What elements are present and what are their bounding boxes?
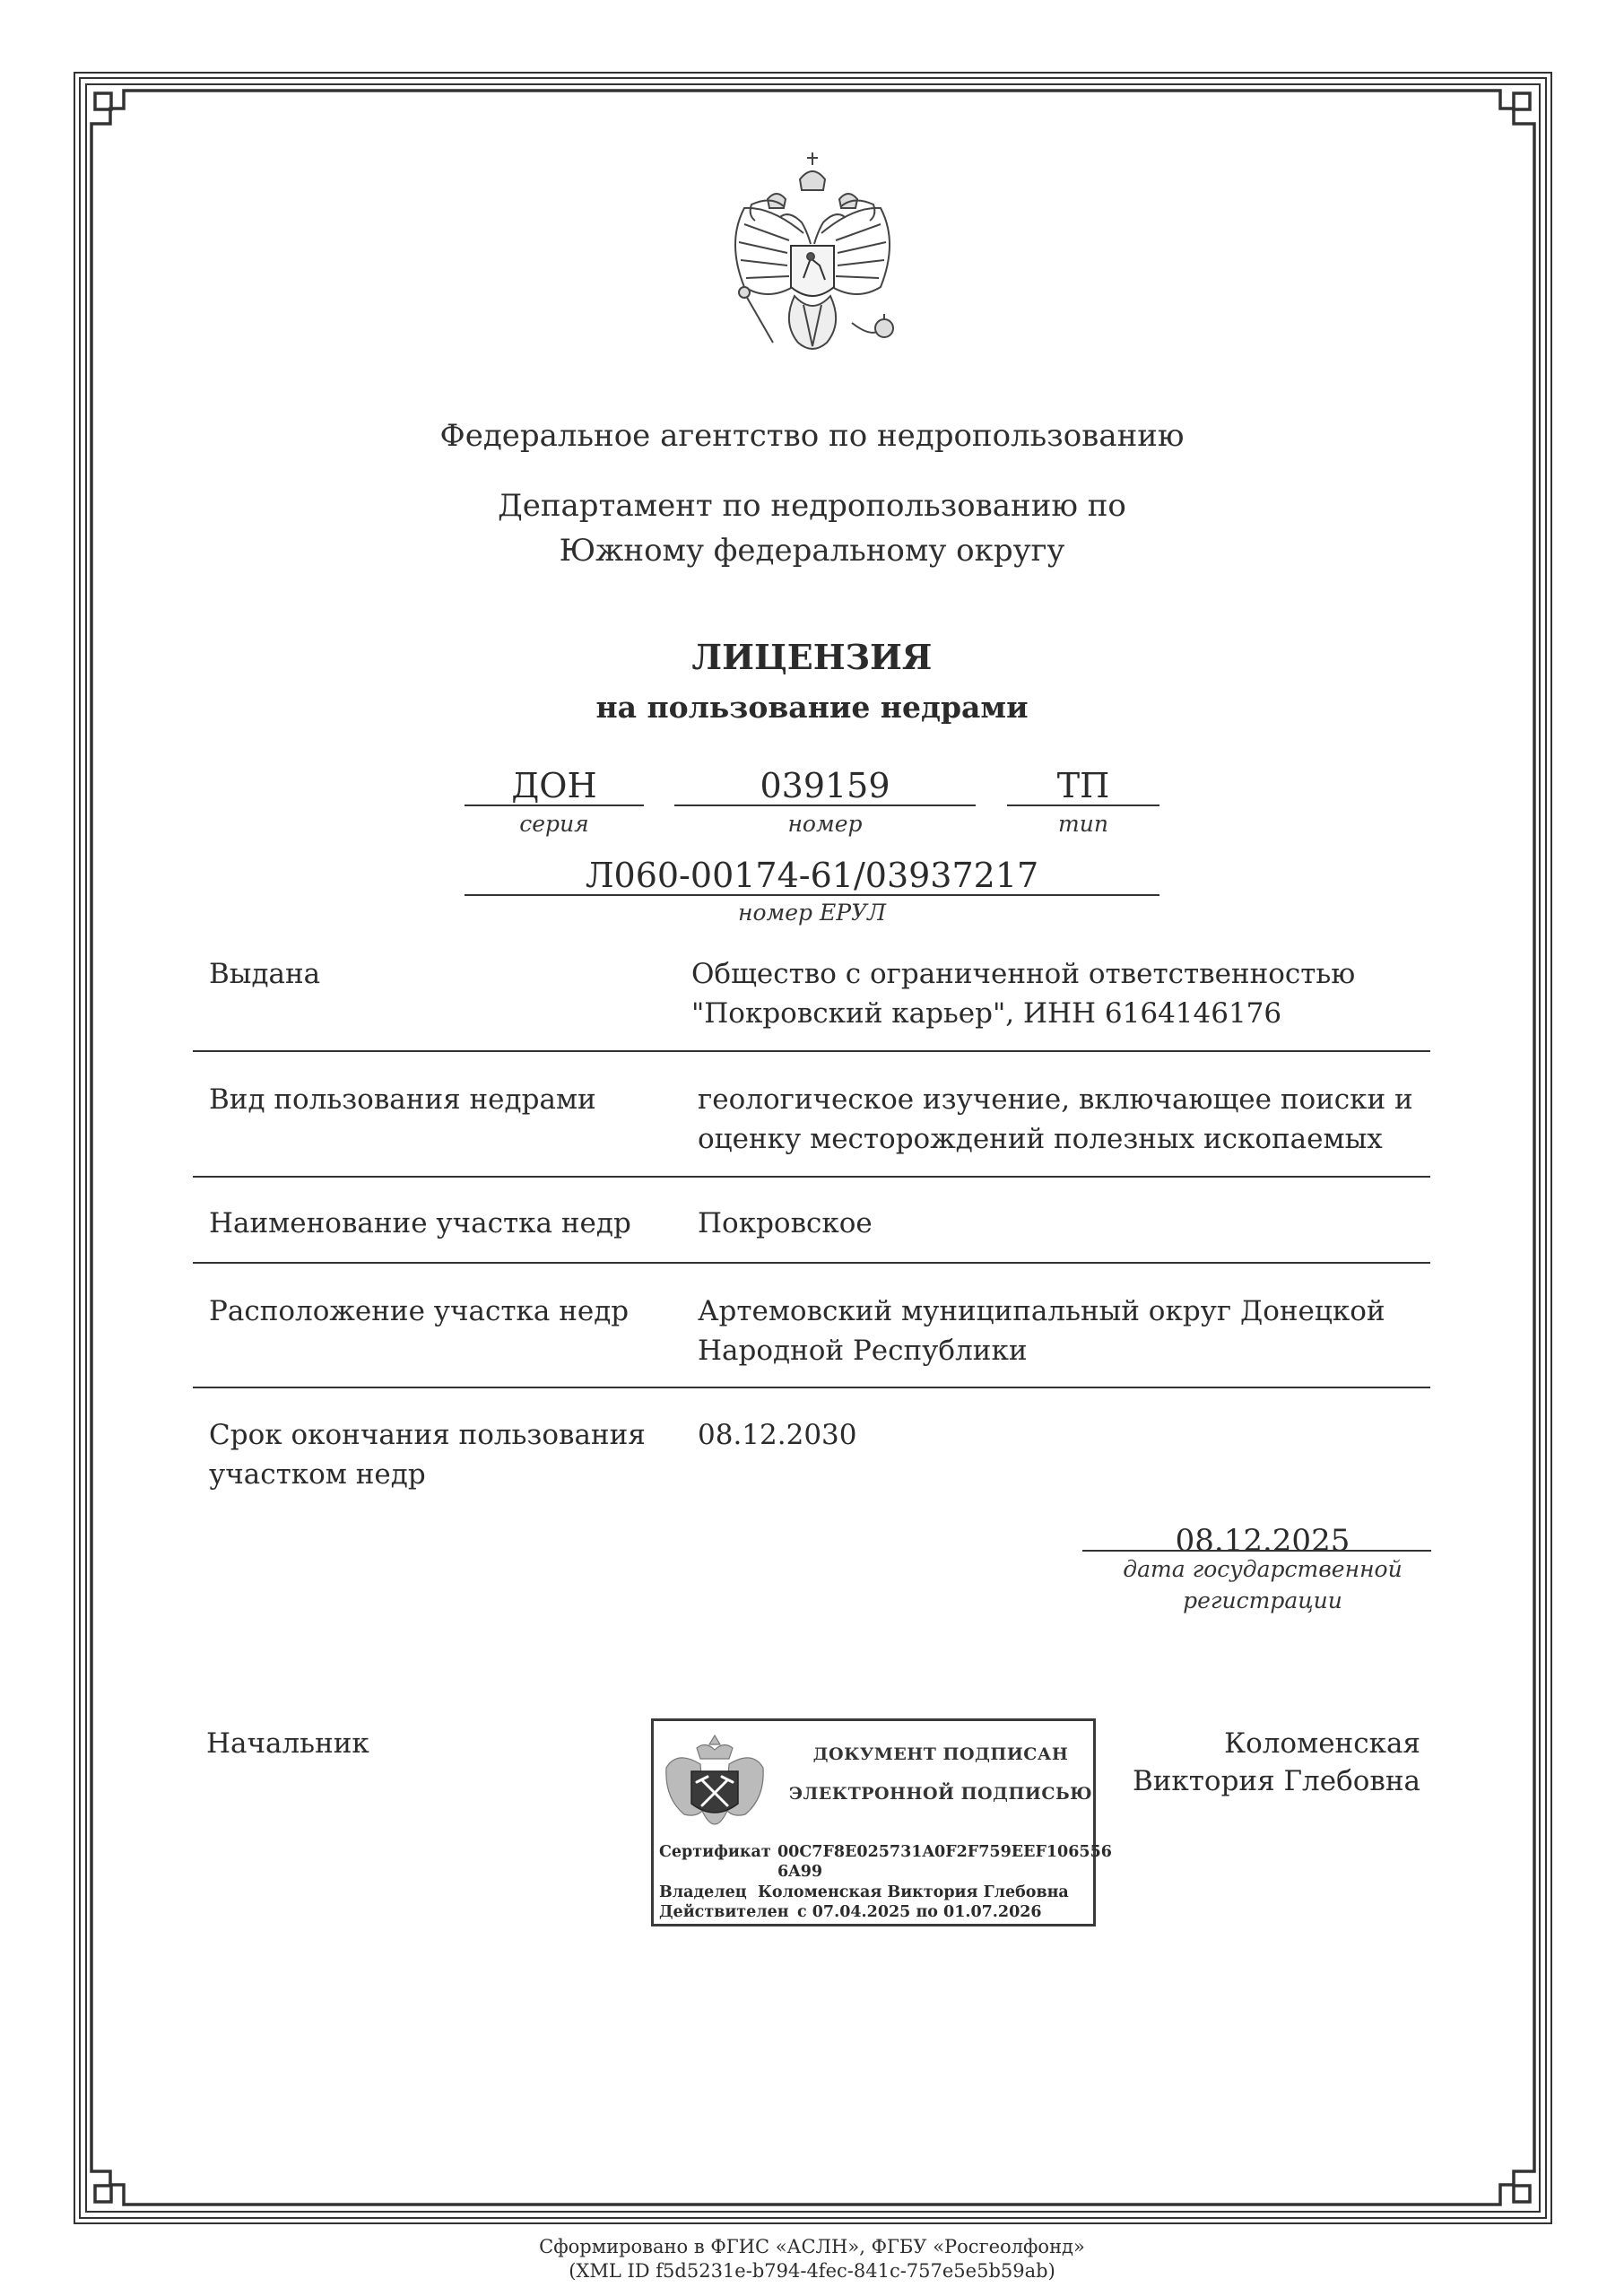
type-caption: тип bbox=[1058, 811, 1108, 837]
row-label-site-location: Расположение участка недр bbox=[209, 1295, 630, 1327]
row-value-site-location-line2: Народной Республики bbox=[698, 1335, 1028, 1367]
stamp-owner-value: Коломенская Виктория Глебовна bbox=[758, 1883, 1069, 1901]
registration-date: 08.12.2025 bbox=[1175, 1523, 1350, 1559]
department-name-line2: Южному федеральному округу bbox=[559, 533, 1065, 569]
document-subtitle: на пользование недрами bbox=[595, 690, 1029, 725]
row-label-expiry-line2: участком недр bbox=[209, 1458, 426, 1491]
footer-xml-id: (XML ID f5d5231e-b794-4fec-841c-757e5e5b59ab) bbox=[569, 2260, 1055, 2282]
stamp-certificate-label: Сертификат bbox=[659, 1843, 771, 1861]
number-underline bbox=[674, 804, 976, 806]
row-label-expiry-line1: Срок окончания пользования bbox=[209, 1419, 646, 1451]
agency-name: Федеральное агентство по недропользованию bbox=[439, 418, 1185, 454]
table-divider bbox=[193, 1176, 1430, 1178]
row-value-usage-type-line1: геологическое изучение, включающее поиски и bbox=[698, 1083, 1413, 1116]
signer-name-line1: Коломенская bbox=[1224, 1727, 1420, 1760]
stamp-owner-label: Владелец bbox=[659, 1883, 747, 1901]
type-value: ТП bbox=[1056, 766, 1110, 805]
number-value: 039159 bbox=[760, 766, 890, 805]
table-divider bbox=[193, 1262, 1430, 1264]
row-label-issued-to: Выдана bbox=[209, 958, 321, 990]
stamp-certificate-value-line2: 6A99 bbox=[777, 1863, 823, 1881]
table-divider bbox=[193, 1387, 1430, 1388]
row-label-usage-type: Вид пользования недрами bbox=[209, 1083, 596, 1116]
signer-position: Начальник bbox=[206, 1727, 369, 1760]
row-label-site-name: Наименование участка недр bbox=[209, 1207, 631, 1239]
row-value-issued-to-line2: "Покровский карьер", ИНН 6164146176 bbox=[691, 997, 1282, 1030]
registration-caption-line2: регистрации bbox=[1183, 1587, 1342, 1613]
rosnedra-emblem-icon bbox=[661, 1728, 769, 1838]
series-value: ДОН bbox=[511, 766, 597, 805]
document-title: ЛИЦЕНЗИЯ bbox=[691, 637, 933, 677]
registration-caption-line1: дата государственной bbox=[1123, 1556, 1403, 1582]
stamp-heading-line2: ЭЛЕКТРОННОЙ ПОДПИСЬЮ bbox=[788, 1784, 1093, 1804]
stamp-valid-label: Действителен bbox=[659, 1903, 789, 1921]
stamp-heading-line1: ДОКУМЕНТ ПОДПИСАН bbox=[812, 1744, 1069, 1764]
erul-caption: номер ЕРУЛ bbox=[738, 900, 886, 926]
number-caption: номер bbox=[787, 811, 863, 837]
coat-of-arms-icon bbox=[717, 144, 908, 359]
type-underline bbox=[1007, 804, 1159, 806]
series-underline bbox=[465, 804, 644, 806]
registration-underline bbox=[1082, 1550, 1431, 1552]
erul-value: Л060-00174-61/03937217 bbox=[585, 856, 1039, 895]
department-name-line1: Департамент по недропользованию по bbox=[498, 488, 1126, 524]
row-value-site-location-line1: Артемовский муниципальный округ Донецкой bbox=[698, 1295, 1385, 1327]
footer-generated-by: Сформировано в ФГИС «АСЛН», ФГБУ «Росгеолфонд» bbox=[539, 2236, 1085, 2257]
electronic-signature-stamp bbox=[651, 1718, 1112, 1926]
row-value-usage-type-line2: оценку месторождений полезных ископаемых bbox=[698, 1123, 1383, 1155]
erul-underline bbox=[465, 894, 1159, 896]
series-caption: серия bbox=[519, 811, 589, 837]
row-value-site-name: Покровское bbox=[698, 1207, 873, 1239]
stamp-certificate-value-line1: 00C7F8E025731A0F2F759EEF106556 bbox=[777, 1843, 1112, 1861]
row-value-expiry: 08.12.2030 bbox=[698, 1419, 857, 1451]
row-value-issued-to-line1: Общество с ограниченной ответственностью bbox=[691, 958, 1356, 990]
table-divider bbox=[193, 1050, 1430, 1052]
stamp-valid-value: с 07.04.2025 по 01.07.2026 bbox=[797, 1903, 1042, 1921]
signer-name-line2: Виктория Глебовна bbox=[1132, 1765, 1420, 1797]
